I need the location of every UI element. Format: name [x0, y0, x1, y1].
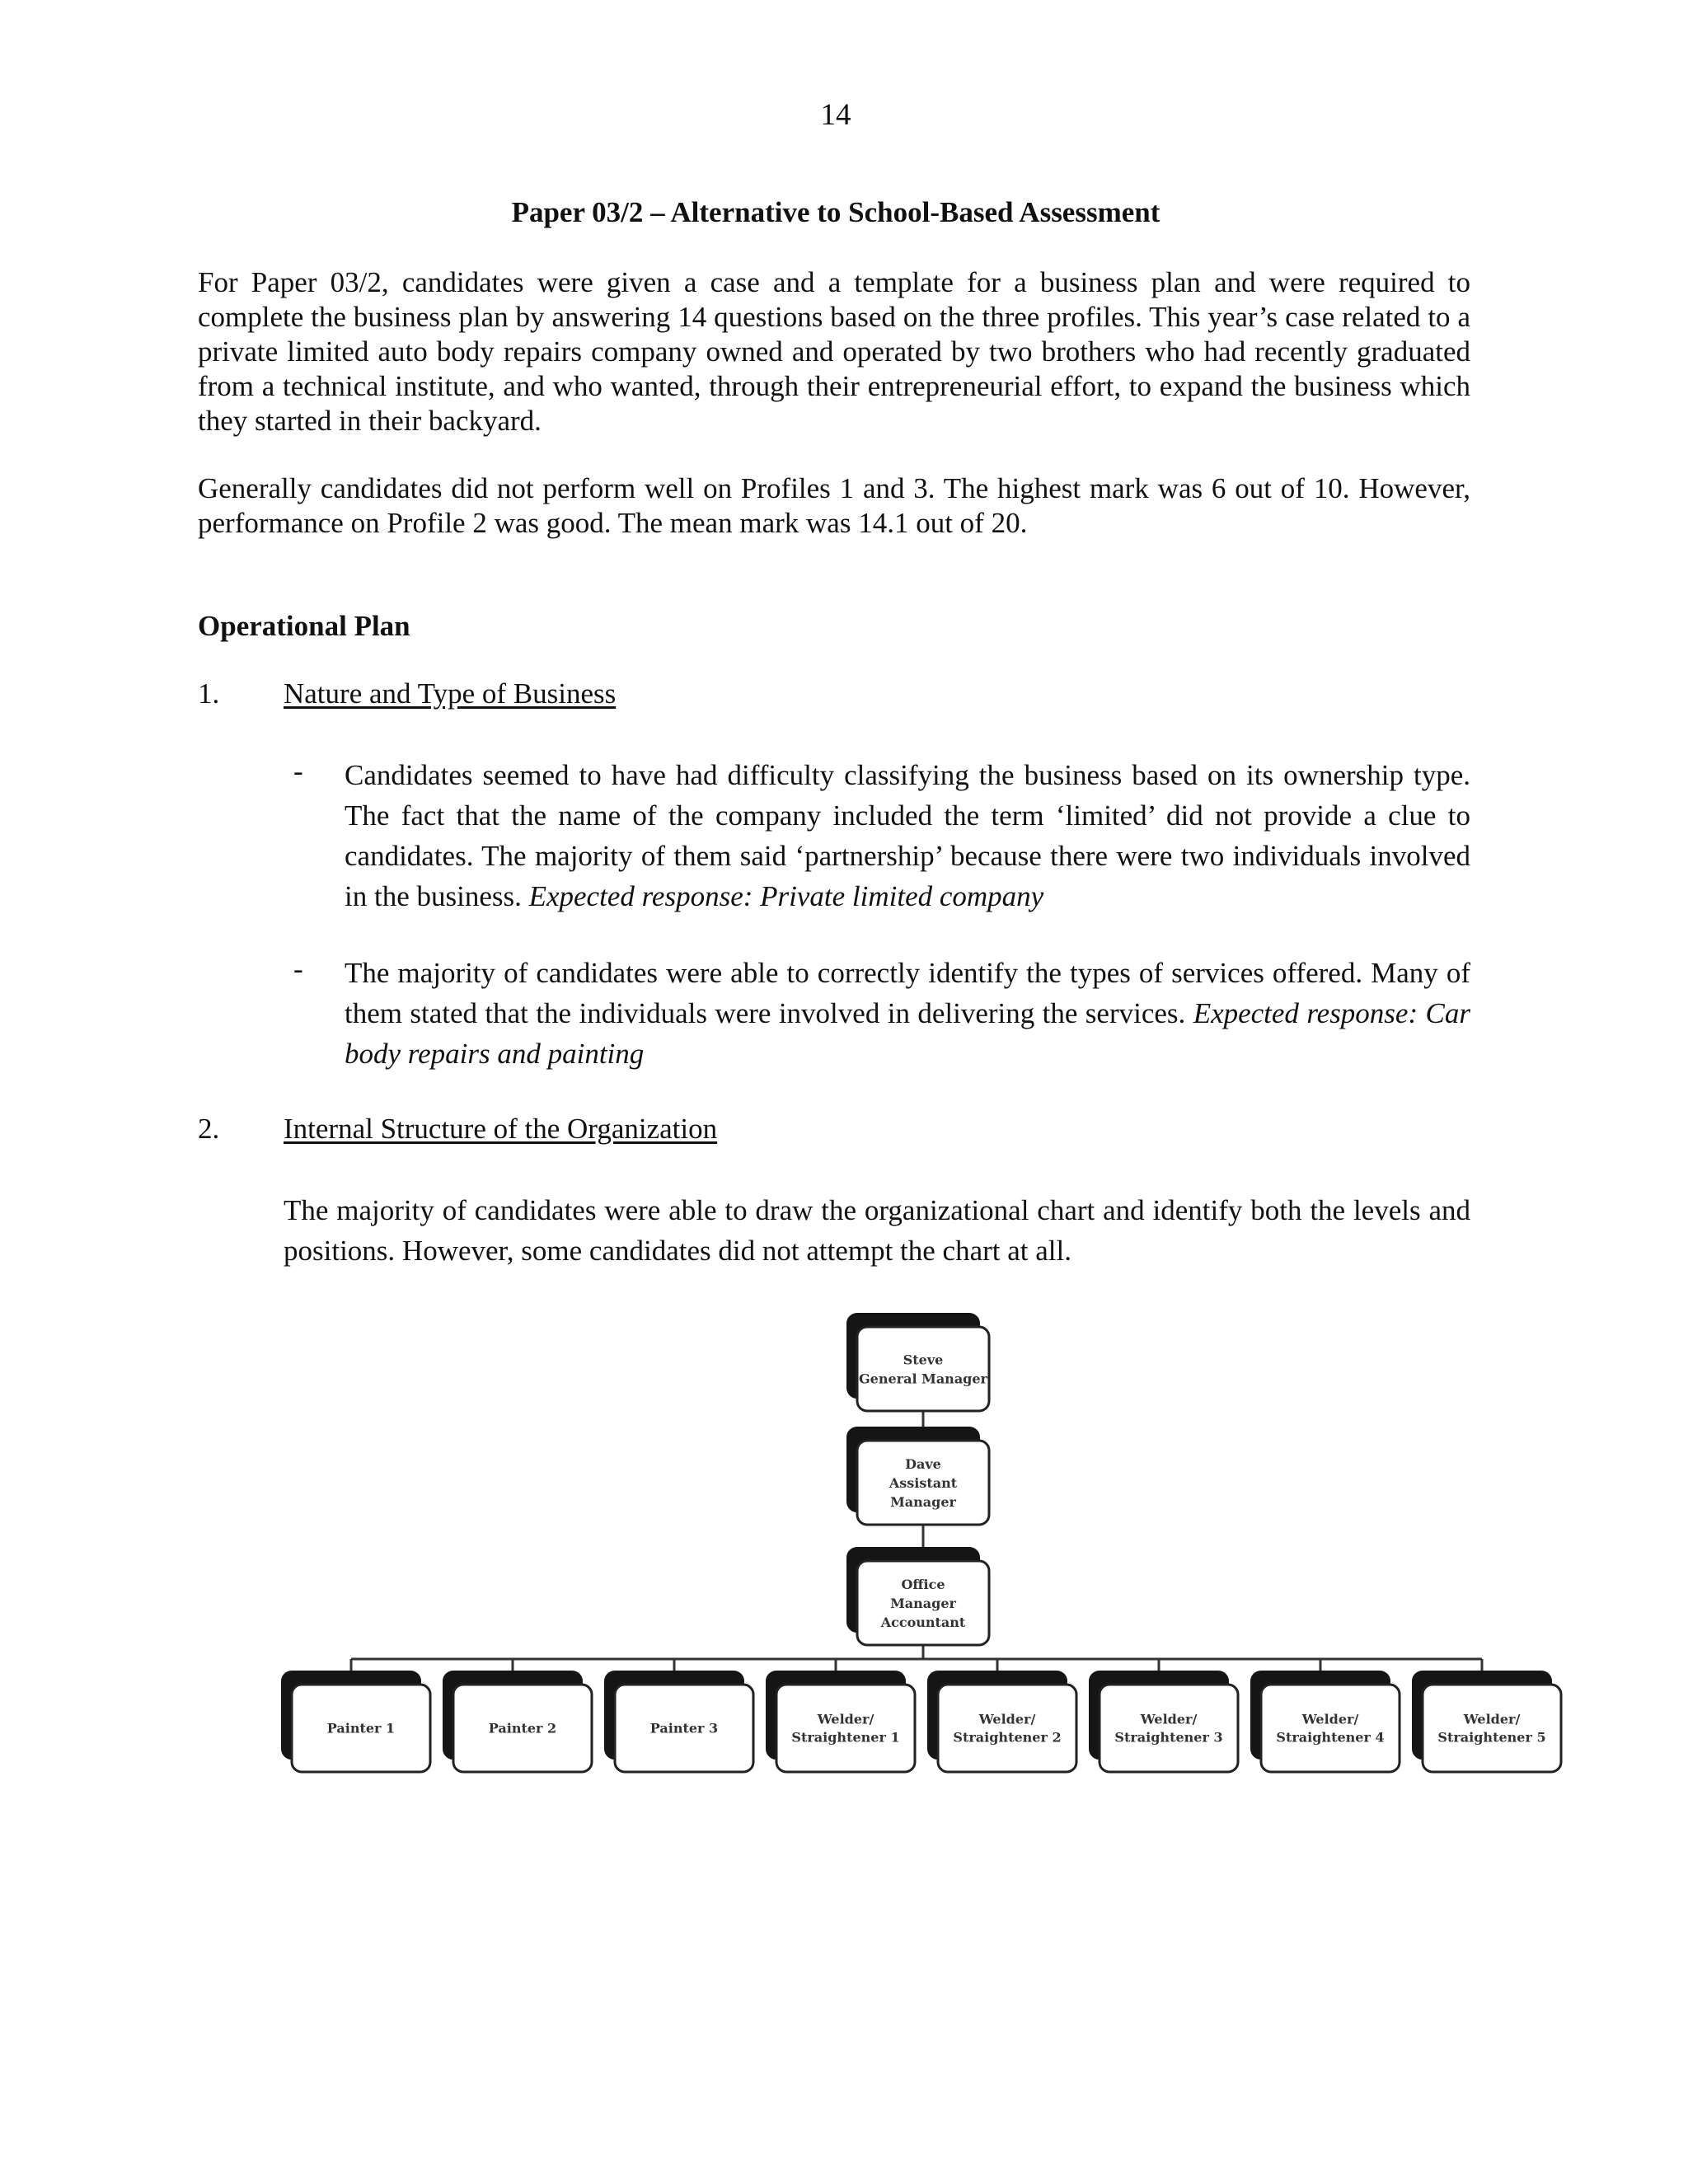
item-1-number: 1.: [198, 677, 220, 710]
bullet-1-text: [345, 755, 1470, 916]
org-node-staff-3: [605, 1671, 753, 1772]
org-node-staff-4-label-2: Straightener 1: [791, 1729, 900, 1746]
org-node-staff-4-box: [776, 1685, 915, 1772]
org-node-level-3-label-3: Accountant: [880, 1614, 966, 1630]
org-node-staff-6-label-2: Straightener 3: [1114, 1729, 1223, 1746]
organizational-chart: [280, 1302, 1566, 1780]
org-node-staff-7-label-1: Welder/: [1301, 1711, 1359, 1727]
org-node-level-1-box: [857, 1327, 989, 1411]
bullet-2-text: [345, 953, 1470, 1074]
org-node-staff-8-box: [1423, 1685, 1561, 1772]
org-node-staff-5-box: [938, 1685, 1076, 1772]
org-node-staff-7: [1251, 1671, 1400, 1772]
org-node-level-3-label-1: Office: [901, 1576, 945, 1592]
org-node-staff-7-label-2: Straightener 4: [1276, 1729, 1385, 1746]
bullet-1-dash: -: [293, 755, 303, 787]
org-node-staff-8: [1413, 1671, 1561, 1772]
org-node-staff-2: [443, 1671, 592, 1772]
org-node-staff-2-label-1: Painter 2: [488, 1720, 557, 1736]
org-node-level-1-label-1: Steve: [903, 1352, 944, 1368]
org-node-staff-5-label-1: Welder/: [978, 1711, 1036, 1727]
org-node-level-2-label-2: Assistant: [889, 1474, 958, 1491]
org-node-staff-5-label-2: Straightener 2: [953, 1729, 1062, 1746]
intro-paragraph: For Paper 03/2, candidates were given a case and a template for a business plan and were required to complete the business plan by answering 14 questions based on the three profiles. This year’s case related to a private limited auto body repairs company owned and operated by two brothers who had recently graduated from a technical institute, and who wanted, through their entrepreneurial effort, to expand the business which they started in their backyard.: [198, 266, 1470, 437]
performance-paragraph: Generally candidates did not perform well on Profiles 1 and 3. The highest mark was 6 out of 10. However, performance on Profile 2 was good. The mean mark was 14.1 out of 20.: [198, 472, 1470, 539]
org-node-level-2: [847, 1427, 989, 1525]
bullet-1-expected-response: Expected response: Private limited company: [528, 880, 1044, 912]
item-1-title: Nature and Type of Business: [284, 677, 617, 710]
org-node-level-2-label-1: Dave: [905, 1455, 941, 1472]
document-title: Paper 03/2 – Alternative to School-Based Assessment: [511, 196, 1160, 228]
item-2-number: 2.: [198, 1113, 220, 1145]
item-2-title: Internal Structure of the Organization: [284, 1113, 718, 1145]
item-2-paragraph: The majority of candidates were able to draw the organizational chart and identify both the levels and positions. However, some candidates did not attempt the chart at all.: [284, 1194, 1470, 1267]
bullet-2-dash: -: [293, 953, 303, 985]
org-node-staff-4-label-1: Welder/: [817, 1711, 874, 1727]
bullet-1-body: Candidates seemed to have had difficulty classifying the business based on its ownership type. The fact that the name of the company included the term ‘limited’ did not provide a clue to candidates. The majority of them said ‘partnership’ because there were two individuals involved in the business.: [345, 759, 1470, 912]
org-node-level-2-label-3: Manager: [890, 1493, 956, 1510]
bullet-2-expected-response: Expected response: Car body repairs and painting: [345, 997, 1470, 1070]
org-node-staff-6-box: [1100, 1685, 1238, 1772]
org-node-staff-5: [928, 1671, 1076, 1772]
org-node-level-1: [847, 1314, 989, 1411]
org-node-staff-6: [1090, 1671, 1238, 1772]
section-heading: Operational Plan: [198, 610, 410, 642]
org-node-staff-8-label-2: Straightener 5: [1437, 1729, 1546, 1746]
page-number: 14: [820, 98, 851, 132]
org-node-staff-1-label-1: Painter 1: [326, 1720, 396, 1736]
bullet-2-body: The majority of candidates were able to correctly identify the types of services offered. Many of them stated that the individuals were involved in delivering the services.: [345, 957, 1470, 1029]
org-node-staff-4: [767, 1671, 915, 1772]
org-node-staff-3-label-1: Painter 3: [649, 1720, 719, 1736]
org-node-level-3-label-2: Manager: [890, 1595, 956, 1611]
org-node-staff-1: [282, 1671, 430, 1772]
org-node-staff-6-label-1: Welder/: [1140, 1711, 1198, 1727]
org-node-level-1-label-2: General Manager: [859, 1371, 987, 1387]
org-node-level-3: [847, 1548, 989, 1645]
org-node-staff-7-box: [1261, 1685, 1400, 1772]
org-node-staff-8-label-1: Welder/: [1463, 1711, 1521, 1727]
